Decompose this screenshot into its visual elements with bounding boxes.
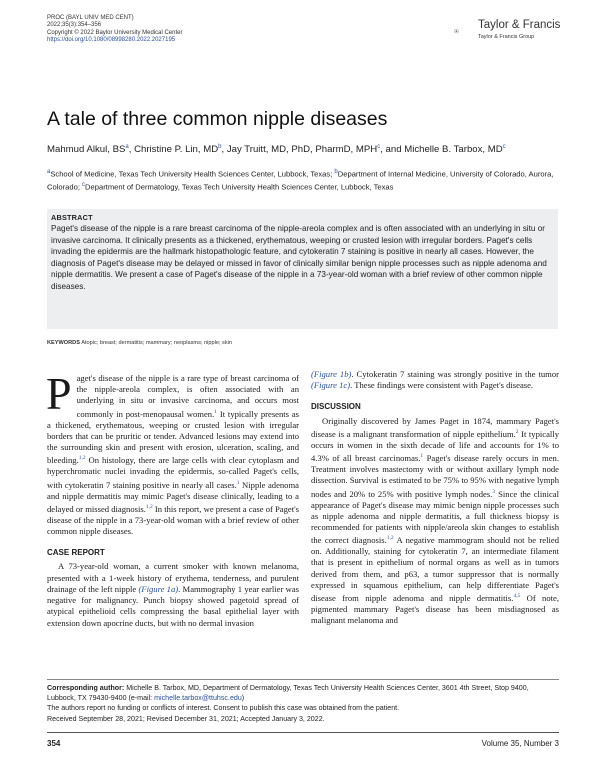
abstract-box bbox=[47, 209, 558, 329]
author-name: Michelle B. Tarbox, MD bbox=[404, 144, 503, 156]
email-link[interactable]: michelle.tarbox@ttuhsc.edu bbox=[154, 694, 242, 703]
author-affiliation-marker: c bbox=[377, 144, 381, 150]
author-affiliation-marker: c bbox=[502, 144, 506, 150]
affiliation-marker: b bbox=[334, 169, 338, 175]
affiliation-text: Department of Internal Medicine, University of Colorado, Aurora, Colorado; bbox=[47, 169, 554, 192]
keywords-label: KEYWORDS bbox=[47, 340, 80, 346]
doi-link[interactable]: https://doi.org/10.1080/08998280.2022.2027195 bbox=[47, 37, 176, 44]
journal-issue: 2022;35(3):354–356 bbox=[47, 22, 102, 29]
author-separator: , and bbox=[380, 144, 405, 156]
citation-ref[interactable]: 1 bbox=[236, 479, 240, 486]
author-affiliation-marker: b bbox=[218, 144, 222, 150]
author-affiliation-marker: a bbox=[125, 144, 129, 150]
footnote-divider bbox=[47, 679, 559, 680]
affiliation-marker: c bbox=[82, 181, 86, 188]
body-column-right bbox=[311, 369, 559, 627]
publisher-name: Taylor & Francis bbox=[478, 19, 561, 31]
intro-text-1: aget's disease of the nipple is a rare type of breast carcinoma of the nipple-areola complex, is often associated with an underlying in situ or invasive carcinoma, and occurs most commonly in post-menopausal women. bbox=[76, 373, 299, 419]
journal-name: PROC (BAYL UNIV MED CENT) bbox=[47, 15, 134, 21]
figure-link[interactable]: (Figure 1b) bbox=[311, 369, 352, 379]
disc-text-2: It typically occurs in women in the sixth decade of life and accounts for 1% to 4.3% of all breast carcinomas. bbox=[311, 428, 559, 463]
keywords-list: Atopic; breast; dermatitis; mammary; neoplasms; nipple; skin bbox=[81, 340, 232, 346]
author-list bbox=[47, 144, 506, 155]
affiliation-marker: a bbox=[47, 169, 51, 175]
keywords bbox=[47, 340, 232, 346]
citation-ref[interactable]: 4,5 bbox=[513, 593, 521, 600]
figure-link[interactable]: (Figure 1a) bbox=[138, 583, 179, 594]
page-number: 354 bbox=[47, 739, 61, 748]
intro-text-3: On histology, there are large cells with clear cytoplasm and hyperchromatic nuclei invading the epidermis, so-called Paget's cells, with cytokeratin 7 staining positive in nearly all cases. bbox=[47, 455, 299, 490]
footnotes bbox=[47, 683, 559, 724]
publisher-group: Taylor & Francis Group bbox=[478, 34, 535, 40]
abstract-text: Paget's disease of the nipple is a rare breast carcinoma of the nipple-areola complex and is often associated with an underlying in situ or invasive carcinoma. It clinically presents as a thickened, erythematous, weeping or crusted lesion with irregular borders. Paget's cells invading the epidermis are the hallmark histopathologic feature, and cytokeratin 7 staining is positive in nearly all cases. However, the diagnosis of Paget's disease may be delayed or missed in favor of clinically similar benign nipple processes such as nipple adenoma and nipple dermatitis. We present a case of Paget's disease of the nipple in a 73-year-old woman with a brief review of other common nipple diseases. bbox=[51, 224, 547, 291]
citation-ref[interactable]: 1 bbox=[214, 408, 217, 415]
affiliations bbox=[47, 167, 557, 192]
drop-cap: P bbox=[46, 368, 72, 419]
disc-text-5: A negative mammogram should not be relied on. Additionally, staining for cytokeratin 7, an intermediate filament that is present in epithelium of normal organs as well as in tumors derived from them, and p63, a tumor suppressor that is normally expressed in squamous epithelium, can help differentiate Paget's disease from nipple adenoma and nipple dermatitis. bbox=[311, 535, 559, 603]
case-text-2: . Mammography 1 year earlier was negative for malignancy. Punch biopsy showed pagetoid spread of atypical epithelioid cells compressing the basal epithelial layer with extension down apocrine ducts, but with no dermal invasion bbox=[47, 583, 299, 628]
discussion-heading: DISCUSSION bbox=[311, 402, 361, 412]
author-separator: , bbox=[221, 144, 227, 156]
affiliation-text: Department of Dermatology, Texas Tech University Health Sciences Center, Lubbock, Texas bbox=[85, 182, 394, 192]
citation-ref[interactable]: 1 bbox=[420, 453, 424, 460]
intro-text-2: It typically presents as a thickened, erythematous, weeping or crusted lesion with irregular borders that can be pruritic or tender. Advanced lesions may extend into the surrounding skin and present with erosion, ulceration, scaling, and bleeding. bbox=[47, 408, 299, 466]
publisher-logo-icon bbox=[454, 17, 478, 47]
footer-divider bbox=[47, 732, 559, 733]
intro-paragraph bbox=[46, 368, 300, 537]
citation-ref[interactable]: 2 bbox=[515, 428, 519, 435]
body-column-left bbox=[46, 368, 300, 629]
disc-text-4: Since the clinical appearance of Paget's disease may mimic benign nipple processes such as nipple adenoma and nipple dermatitis, a full thickness biopsy is recommended for patients with nipple/areola skin changes to establish the correct diagnosis. bbox=[311, 488, 559, 546]
case-text-1: A 73-year-old woman, a current smoker with known melanoma, presented with a 1-week history of erythema, tenderness, and purulent drainage of the left nipple bbox=[47, 561, 299, 594]
citation-ref[interactable]: 3 bbox=[492, 488, 496, 495]
funding-statement: The authors report no funding or conflicts of interest. Consent to publish this case was obtained from the patient. bbox=[47, 704, 400, 713]
author-name: Jay Truitt, MD, PhD, PharmD, MPH bbox=[226, 144, 378, 156]
volume-info: Volume 35, Number 3 bbox=[481, 739, 559, 748]
author-name: Mahmud Alkul, BS bbox=[47, 144, 126, 156]
author-name: Christine P. Lin, MD bbox=[134, 144, 219, 156]
corr-label: Corresponding author: bbox=[47, 684, 125, 692]
case-paragraph-cont bbox=[311, 369, 559, 391]
corr-end: ) bbox=[241, 694, 245, 703]
citation-ref[interactable]: 1,2 bbox=[386, 535, 394, 542]
copyright-line: Copyright © 2022 Baylor University Medical Center bbox=[47, 29, 183, 36]
intro-text-4: Nipple adenoma and nipple dermatitis may mimic Paget's disease clinically, leading to a delayed or missed diagnosis. bbox=[47, 479, 299, 514]
disc-text-1: Originally discovered by James Paget in 1874, mammary Paget's disease is a malignant transformation of nipple epithelium. bbox=[311, 415, 559, 439]
case-paragraph bbox=[47, 561, 299, 628]
disc-text-3: Paget's disease rarely occurs in men. Treatment involves mastectomy with or without axillary lymph node dissection. Survival is estimated to be 75% to 95% with negative lymph nodes and 20% to 25% with positive lymph nodes. bbox=[311, 452, 559, 499]
case-text-3: . Cytokeratin 7 staining was strongly positive in the tumor bbox=[351, 369, 559, 379]
intro-text-5: In this report, we present a case of Paget's disease of the nipple in a 73-year-old woman with a brief review of other common nipple diseases. bbox=[47, 503, 300, 537]
citation-ref[interactable]: 1,2 bbox=[145, 503, 153, 510]
citation-ref[interactable]: 1,2 bbox=[78, 455, 86, 462]
case-report-heading: CASE REPORT bbox=[47, 548, 105, 558]
case-text-4: . These findings were consistent with Paget's disease. bbox=[350, 380, 534, 391]
figure-link[interactable]: (Figure 1c) bbox=[311, 380, 351, 391]
corresponding-author bbox=[47, 683, 559, 703]
discussion-paragraph bbox=[311, 416, 559, 627]
received-dates: Received September 28, 2021; Revised December 31, 2021; Accepted January 3, 2022. bbox=[47, 714, 325, 723]
author-separator: , bbox=[128, 144, 135, 156]
journal-meta bbox=[47, 15, 182, 45]
corr-text: Michelle B. Tarbox, MD, Department of Dermatology, Texas Tech University Health Sciences Center, 3601 4th Street, Stop 9400, Lubbock, TX 79430-9400 (e-mail: bbox=[47, 684, 529, 703]
affiliation-text: School of Medicine, Texas Tech University Health Sciences Center, Lubbock, Texas; bbox=[50, 169, 335, 179]
article-title: A tale of three common nipple diseases bbox=[47, 108, 388, 130]
abstract-heading: ABSTRACT bbox=[51, 213, 93, 222]
disc-text-6: Of note, pigmented mammary Paget's disease has been misdiagnosed as malignant melanoma and bbox=[311, 592, 559, 626]
